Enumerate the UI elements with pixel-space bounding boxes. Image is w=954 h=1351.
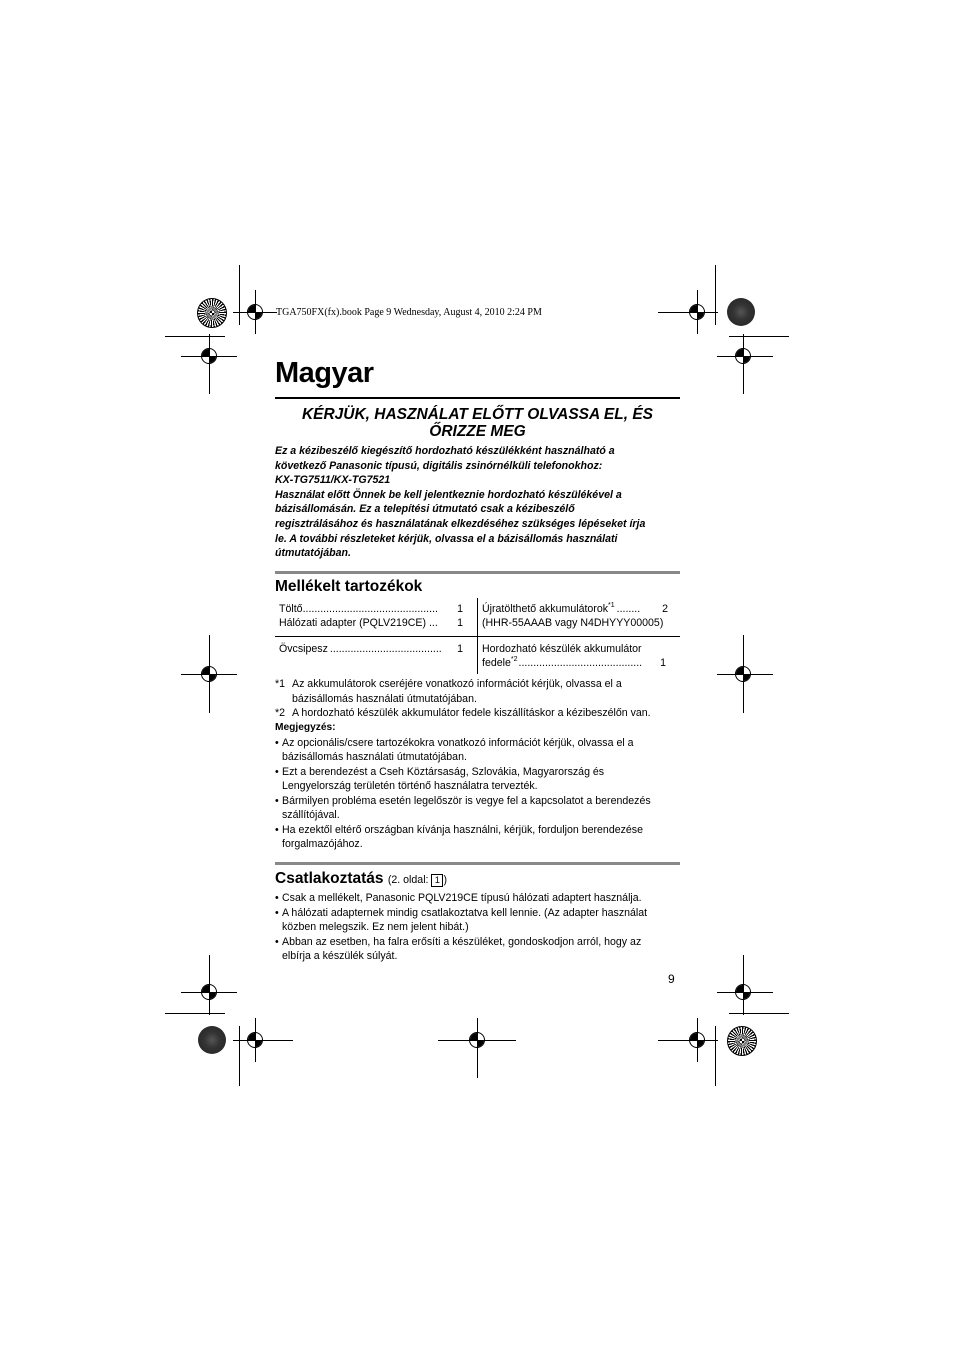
list-item: • Az opcionális/csere tartozékokra vonatkozó információt kérjük, olvassa el a bázisállomás használati útmutatójában. xyxy=(275,736,685,765)
footnotes xyxy=(275,677,685,721)
section-title-connection xyxy=(275,870,447,888)
note-block xyxy=(275,721,685,852)
figure-number-box: 1 xyxy=(431,874,443,887)
crosshair-icon xyxy=(198,663,220,685)
accessory-item: Hordozható készülék akkumulátor xyxy=(482,643,642,655)
intro-line: útmutatójában. xyxy=(275,547,351,560)
crosshair-icon xyxy=(732,663,754,685)
page-title: Magyar xyxy=(275,357,374,389)
intro-line: Ez a kézibeszélő kiegészítő hordozható készülékként használható a xyxy=(275,445,615,457)
section-divider xyxy=(275,571,680,574)
list-item: • Ezt a berendezést a Cseh Köztársaság, Szlovákia, Magyarország és Lengyelország területén történő használatra tervezték. xyxy=(275,765,685,794)
accessory-item: fedele$^{*2}$ .......................................... 1 xyxy=(482,656,666,669)
crosshair-icon xyxy=(732,981,754,1003)
accessory-item: Újratölthető akkumulátorok$^{*1}$ ........ 2 xyxy=(482,602,668,615)
footnote: *1 Az akkumulátorok cseréjére vonatkozó információt kérjük, olvassa el a bázisállomás használati útmutatójában. xyxy=(275,678,622,705)
intro-line: következő Panasonic típusú, digitális zsinórnélküli telefonokhoz: xyxy=(275,459,603,472)
note-title: Megjegyzés: xyxy=(275,722,336,733)
accessories-table xyxy=(275,598,680,674)
registration-star-icon xyxy=(197,298,227,328)
crosshair-icon xyxy=(466,1029,488,1051)
intro-paragraph xyxy=(275,444,680,561)
accessory-item: Övcsipesz ...................................... 1 xyxy=(279,643,463,655)
list-item: • Csak a mellékelt, Panasonic PQLV219CE típusú hálózati adaptert használja. xyxy=(275,891,685,906)
accessory-item: Töltő .............................................. 1 xyxy=(279,603,463,615)
section-title-accessories: Mellékelt tartozékok xyxy=(275,578,423,595)
table-cell xyxy=(482,642,666,670)
intro-line: bázisállomásán. Ez a telepítési útmutató csak a kézibeszélő xyxy=(275,503,575,516)
warning-heading xyxy=(275,406,680,440)
accessory-item: Hálózati adapter (PQLV219CE) ... 1 xyxy=(279,617,463,629)
registration-disc-icon xyxy=(727,298,755,326)
registration-star-icon xyxy=(727,1026,757,1056)
registration-disc-icon xyxy=(198,1026,226,1054)
crosshair-icon xyxy=(198,981,220,1003)
warning-heading-line: ŐRIZZE MEG xyxy=(429,423,526,440)
connection-list xyxy=(275,891,685,964)
book-file-info: TGA750FX(fx).book Page 9 Wednesday, August 4, 2010 2:24 PM xyxy=(276,307,542,318)
section-divider xyxy=(275,862,680,865)
warning-heading-line: KÉRJÜK, HASZNÁLAT ELŐTT OLVASSA EL, ÉS xyxy=(301,406,654,423)
table-cell xyxy=(279,642,463,656)
table-cell xyxy=(279,602,463,630)
title-divider xyxy=(275,397,680,399)
page-reference: (2. oldal: 1 ) xyxy=(387,874,447,886)
intro-line: KX-TG7511/KX-TG7521 xyxy=(275,474,391,487)
list-item: • Ha ezektől eltérő országban kívánja használni, kérjük, forduljon berendezése forgalmazójához. xyxy=(275,823,685,852)
list-item: • Bármilyen probléma esetén legelőször is vegye fel a kapcsolatot a berendezés szállítójával. xyxy=(275,794,685,823)
table-cell xyxy=(482,602,668,630)
intro-line: Használat előtt Önnek be kell jelentkeznie hordozható készülékével a xyxy=(275,488,622,501)
page-number: 9 xyxy=(668,972,675,986)
connection-title: Csatlakoztatás xyxy=(275,870,384,887)
list-item: • Abban az esetben, ha falra erősíti a készüléket, gondoskodjon arról, hogy az elbírja a készülék súlyát. xyxy=(275,935,685,964)
intro-line: le. A további részleteket kérjük, olvassa el a bázisállomás használati xyxy=(275,532,618,545)
list-item: • A hálózati adapternek mindig csatlakoztatva kell lennie. (Az adapter használat közben melegszik. Ez nem jelent hibát.) xyxy=(275,906,685,935)
accessory-item-detail: (HHR-55AAAB vagy N4DHYYY00005) xyxy=(482,617,664,629)
intro-line: regisztrálásához és használatának elkezdéséhez szükséges lépéseket írja xyxy=(275,517,646,530)
footnote: *2 A hordozható készülék akkumulátor fedele kiszállításkor a kézibeszélőn van. xyxy=(275,707,651,719)
